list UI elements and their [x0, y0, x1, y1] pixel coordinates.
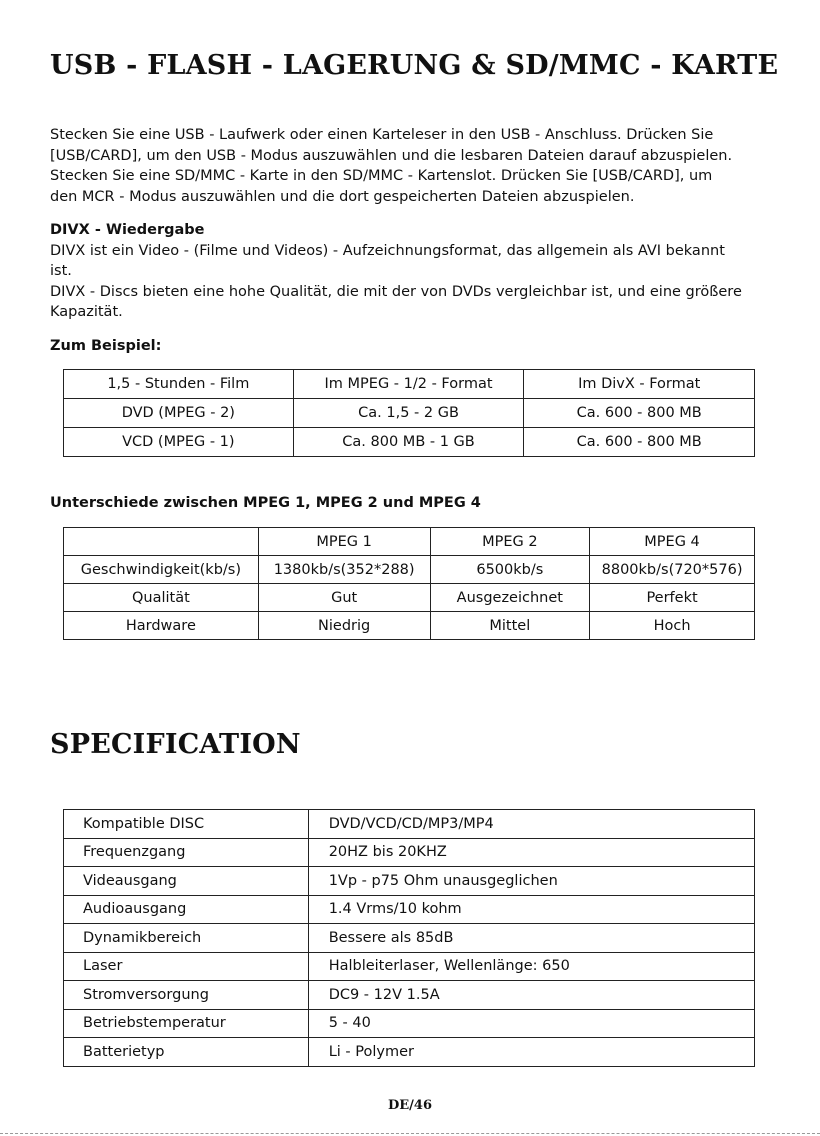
intro-line: Stecken Sie eine SD/MMC - Karte in den SD/MMC - Kartenslot. Drücken Sie [USB/CARD], um [50, 168, 713, 185]
table-cell: Im MPEG - 1/2 - Format [293, 370, 524, 399]
divx-line: ist. [50, 263, 72, 280]
spec-value: Halbleiterlaser, Wellenlänge: 650 [308, 952, 754, 981]
table-cell: 6500kb/s [430, 556, 590, 584]
table-row [64, 528, 755, 556]
mpeg-comparison-label: Unterschiede zwischen MPEG 1, MPEG 2 und MPEG 4 [50, 495, 481, 511]
spec-value: 20HZ bis 20KHZ [308, 838, 754, 867]
mpeg-comparison-table [63, 527, 755, 640]
intro-paragraph [50, 125, 775, 207]
section-title-usb: USB - FLASH - LAGERUNG & SD/MMC - KARTE [50, 50, 779, 81]
page-number: DE/46 [387, 1098, 433, 1113]
spec-label: Laser [64, 952, 309, 981]
table-row [64, 867, 755, 896]
divx-title: DIVX - Wiedergabe [50, 222, 205, 238]
spec-value: Li - Polymer [308, 1038, 754, 1067]
intro-line: den MCR - Modus auszuwählen und die dort gespeicherten Dateien abzuspielen. [50, 188, 635, 205]
divx-section [50, 220, 775, 323]
spec-label: Audioausgang [64, 895, 309, 924]
table-cell: MPEG 1 [258, 528, 430, 556]
table-cell: Hoch [590, 612, 755, 640]
section-title-specification: SPECIFICATION [50, 729, 301, 760]
table-cell: Ca. 800 MB - 1 GB [293, 428, 524, 457]
table-row [64, 556, 755, 584]
table-row [64, 895, 755, 924]
table-cell: VCD (MPEG - 1) [64, 428, 294, 457]
table-cell [64, 528, 259, 556]
table-row [64, 1009, 755, 1038]
table-row [64, 924, 755, 953]
spec-label: Videausgang [64, 867, 309, 896]
spec-value: Bessere als 85dB [308, 924, 754, 953]
table-cell: Hardware [64, 612, 259, 640]
table-cell: 8800kb/s(720*576) [590, 556, 755, 584]
spec-label: Frequenzgang [64, 838, 309, 867]
spec-label: Kompatible DISC [64, 810, 309, 839]
table-row [64, 370, 755, 399]
table-row [64, 981, 755, 1010]
example-table [63, 369, 755, 457]
table-cell: Geschwindigkeit(kb/s) [64, 556, 259, 584]
table-row [64, 952, 755, 981]
table-row [64, 810, 755, 839]
table-row [64, 399, 755, 428]
spec-label: Stromversorgung [64, 981, 309, 1010]
table-row [64, 1038, 755, 1067]
spec-value: 5 - 40 [308, 1009, 754, 1038]
table-cell: Ca. 1,5 - 2 GB [293, 399, 524, 428]
table-cell: MPEG 4 [590, 528, 755, 556]
table-cell: MPEG 2 [430, 528, 590, 556]
table-cell: Qualität [64, 584, 259, 612]
spec-label: Dynamikbereich [64, 924, 309, 953]
table-row [64, 584, 755, 612]
divx-line: Kapazität. [50, 304, 123, 321]
table-cell: Ca. 600 - 800 MB [524, 399, 755, 428]
spec-value: DC9 - 12V 1.5A [308, 981, 754, 1010]
example-label: Zum Beispiel: [50, 338, 162, 354]
divx-line: DIVX - Discs bieten eine hohe Qualität, die mit der von DVDs vergleichbar ist, und eine größere [50, 283, 742, 300]
table-row [64, 428, 755, 457]
table-cell: Ausgezeichnet [430, 584, 590, 612]
spec-label: Betriebstemperatur [64, 1009, 309, 1038]
table-cell: Gut [258, 584, 430, 612]
divx-line: DIVX ist ein Video - (Filme und Videos) - Aufzeichnungsformat, das allgemein als AVI bekannt [50, 242, 725, 259]
intro-line: [USB/CARD], um den USB - Modus auszuwählen und die lesbaren Dateien darauf abzuspielen. [50, 147, 733, 164]
table-row [64, 612, 755, 640]
table-cell: Niedrig [258, 612, 430, 640]
specification-table [63, 809, 755, 1067]
table-cell: 1380kb/s(352*288) [258, 556, 430, 584]
table-cell: DVD (MPEG - 2) [64, 399, 294, 428]
table-cell: Perfekt [590, 584, 755, 612]
table-row [64, 838, 755, 867]
page-edge-divider [0, 1133, 820, 1134]
spec-value: 1.4 Vrms/10 kohm [308, 895, 754, 924]
intro-line: Stecken Sie eine USB - Laufwerk oder einen Karteleser in den USB - Anschluss. Drücken Sie [50, 127, 714, 143]
spec-value: DVD/VCD/CD/MP3/MP4 [308, 810, 754, 839]
spec-label: Batterietyp [64, 1038, 309, 1067]
spec-value: 1Vp - p75 Ohm unausgeglichen [308, 867, 754, 896]
table-cell: 1,5 - Stunden - Film [64, 370, 294, 399]
table-cell: Mittel [430, 612, 590, 640]
table-cell: Im DivX - Format [524, 370, 755, 399]
table-cell: Ca. 600 - 800 MB [524, 428, 755, 457]
